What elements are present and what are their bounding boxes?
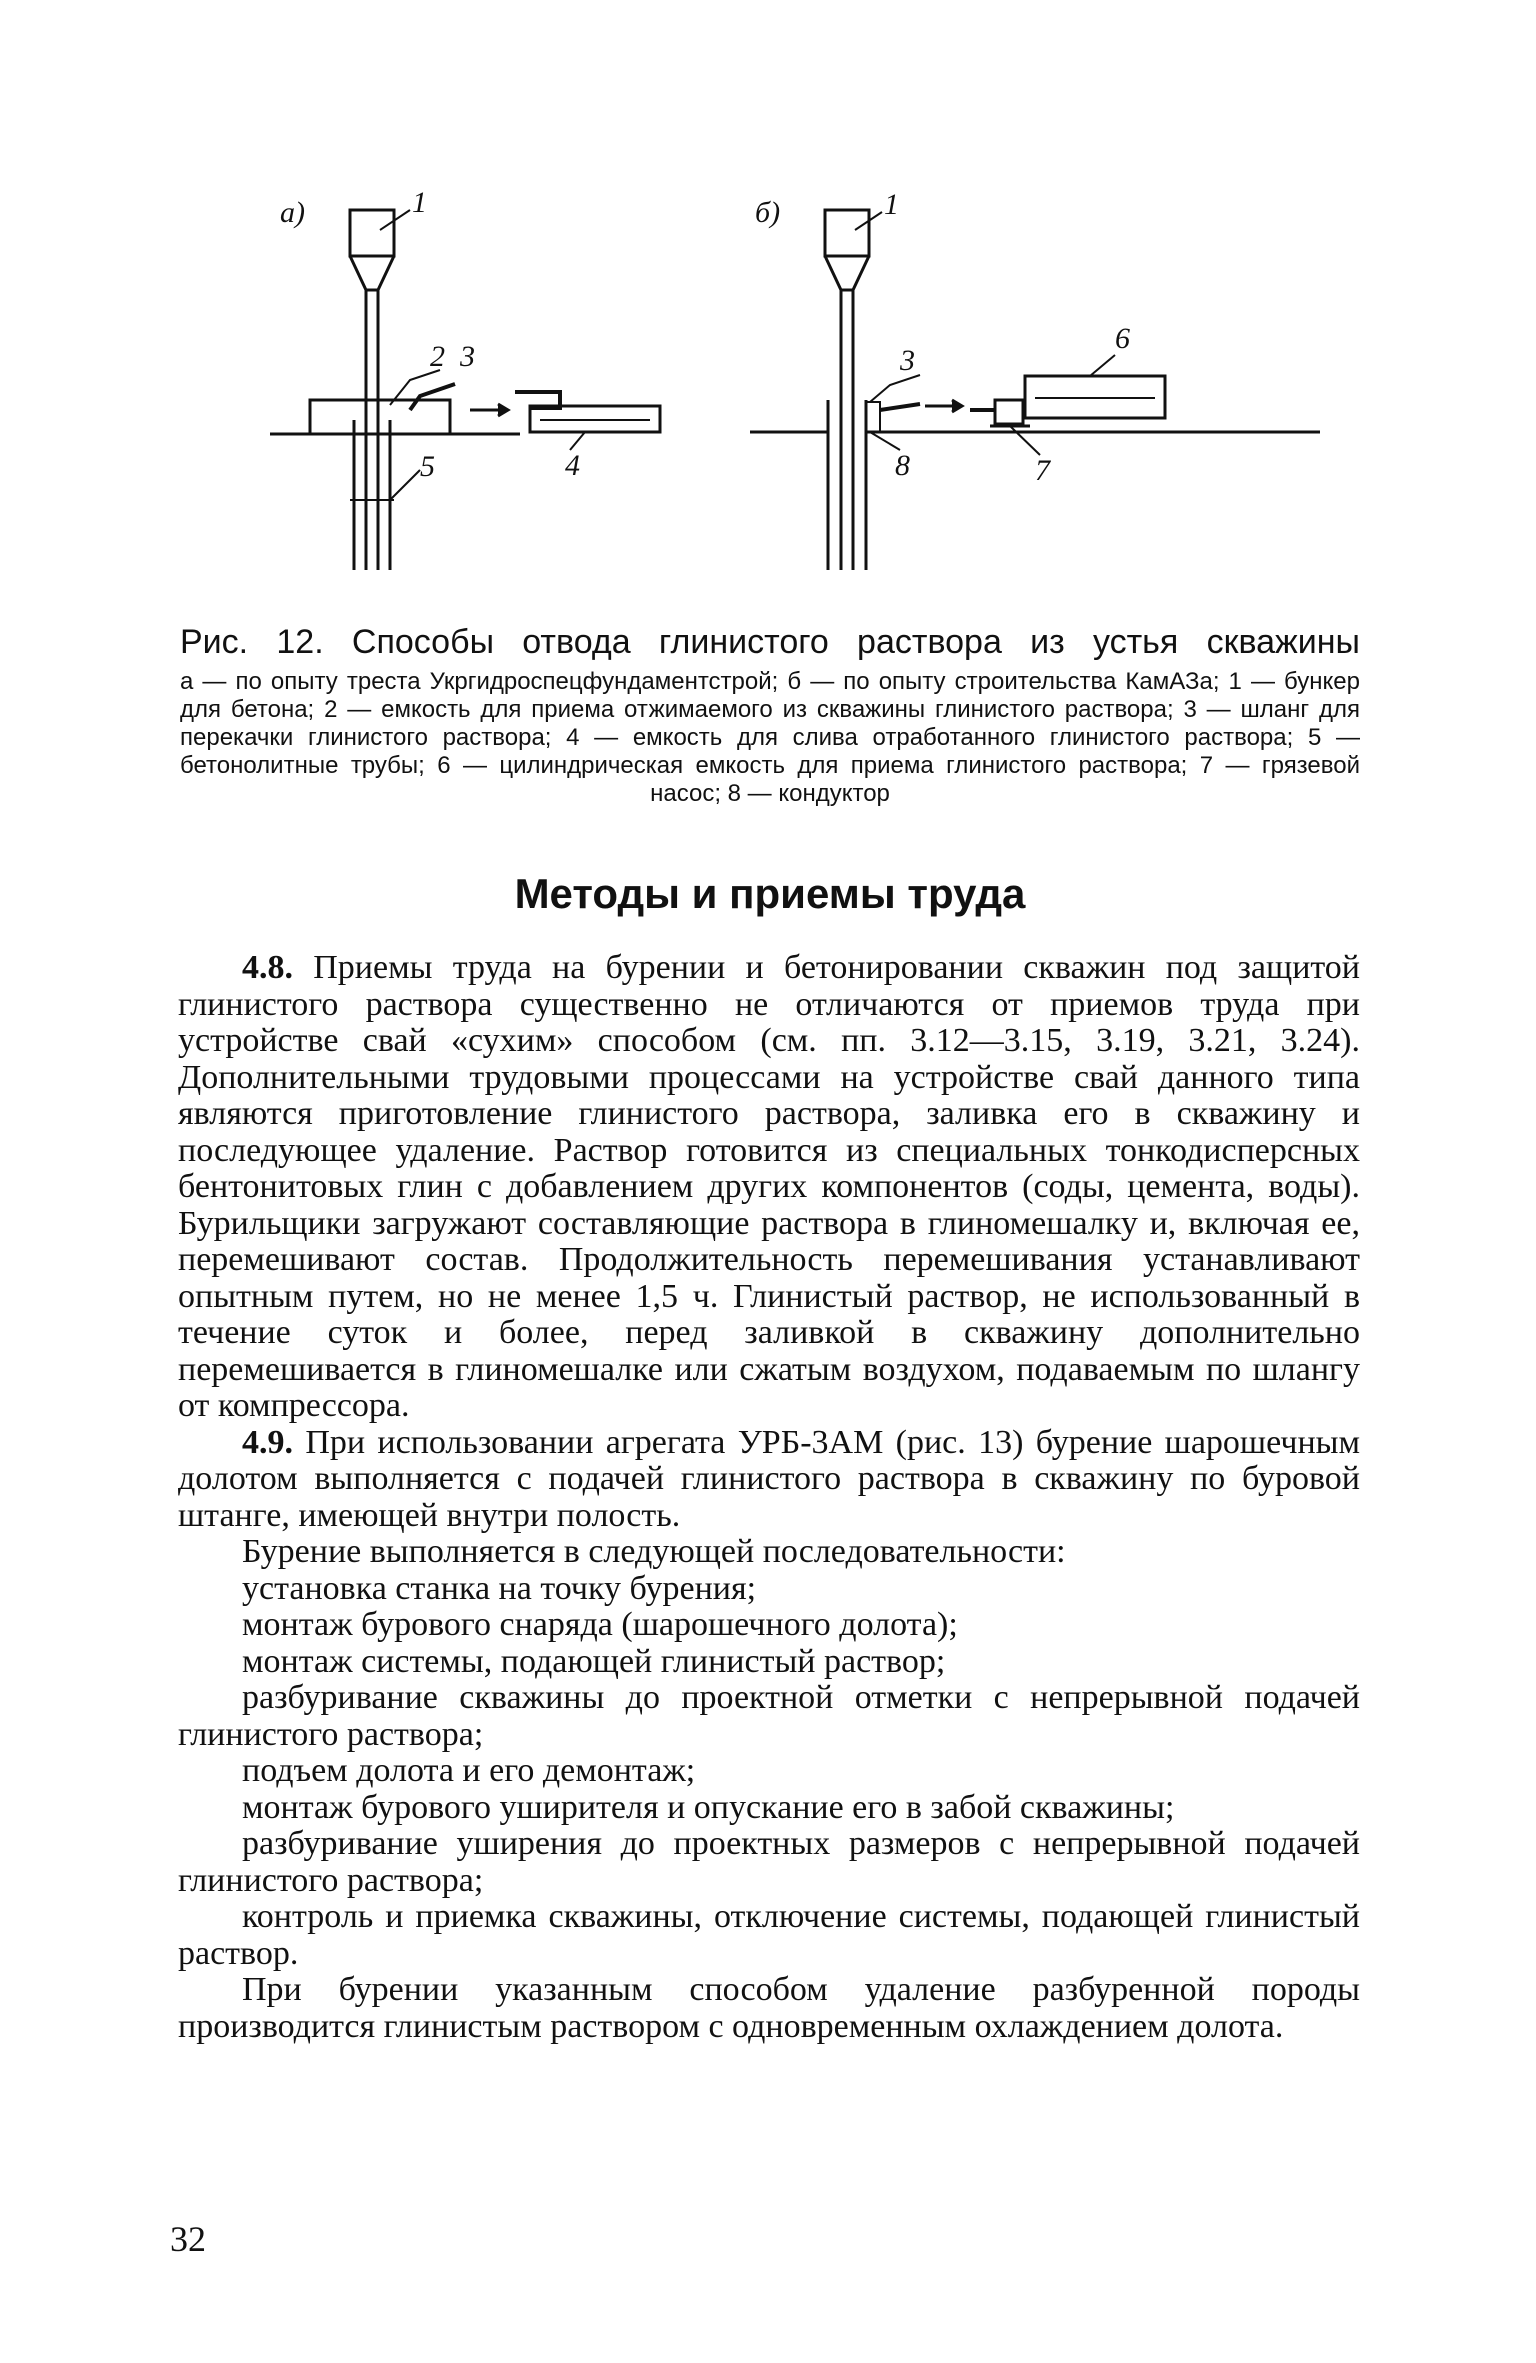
- callout-b-3: 3: [900, 344, 915, 377]
- list-item: разбуривание уширения до проектных размеров с непрерывной подачей глинистого раствора;: [178, 1825, 1360, 1899]
- list-item: установка станка на точку бурения;: [242, 1569, 757, 1607]
- paragraph-number: 4.8.: [242, 949, 293, 986]
- hopper-b-cone: [825, 256, 869, 290]
- callout-a-4: 4: [565, 449, 580, 482]
- callout-b-7: 7: [1035, 454, 1050, 487]
- list-item: разбуривание скважины до проектной отметки с непрерывной подачей глинистого раствора;: [178, 1679, 1360, 1753]
- callout-a-2: 2: [430, 340, 445, 373]
- list-item: монтаж бурового снаряда (шарошечного долота);: [242, 1606, 958, 1643]
- callout-b-1: 1: [884, 188, 899, 221]
- paragraph-4-8: [178, 950, 1360, 1425]
- panel-a: [270, 186, 660, 570]
- hopper-b: [825, 210, 869, 256]
- hopper-a-cone: [350, 256, 394, 290]
- figure-12-drawing: [270, 170, 1350, 590]
- caption-legend: а — по опыту треста Укргидроспецфундаментстрой; б — по опыту строительства КамАЗа; 1 — бункер для бетона; 2 — емкость для приема отжимаемого из скважины глинистого раствора; 3 — шланг для перекачки глинистого раствора; 4 — емкость для слива отработанного глинистого раствора; 5 — бетонолитные трубы; 6 — цилиндрическая емкость для приема глинистого раствора; 7 — грязевой насос; 8 — кондуктор: [180, 668, 1360, 807]
- container-a-2: [310, 400, 450, 434]
- panel-b-label: б): [755, 196, 781, 229]
- panel-b: [750, 188, 1320, 570]
- paragraph-4-9: [178, 1425, 1360, 1535]
- callout-a-3: 3: [460, 340, 475, 373]
- page-number: 32: [170, 2219, 206, 2259]
- paragraph-number: 4.9.: [242, 1423, 293, 1461]
- panel-a-label: а): [280, 196, 305, 229]
- hopper-a: [350, 210, 394, 256]
- paragraph-text: При использовании агрегата УРБ-3АМ (рис. 13) бурение шарошечным долотом выполняется с подачей глинистого раствора в скважину по буровой штанге, имеющей внутри полость.: [178, 1423, 1360, 1534]
- body-text: [178, 950, 1360, 2045]
- paragraph-text: Приемы труда на бурении и бетонировании скважин под защитой глинистого раствора существенно не отличаются от приемов труда при устройстве свай «сухим» способом (см. пп. 3.12—3.15, 3.19, 3.21, 3.24). Дополнительными трудовыми процессами на устройстве свай данного типа являются приготовление глинистого раствора, заливка его в скважину и последующее удаление. Раствор готовится из специальных тонкодисперсных бентонитовых глин с добавлением других компонентов (соды, цемента, воды). Бурильщики загружают составляющие раствора в глиномешалку и, включая ее, перемешивают состав. Продолжительность перемешивания устанавливают опытным путем, но не менее 1,5 ч. Глинистый раствор, не использованный в течение суток и более, перед заливкой в скважину дополнительно перемешивается в глиномешалке или сжатым воздухом, подаваемым по шлангу от компрессора.: [178, 949, 1360, 1424]
- callout-b-8: 8: [895, 449, 910, 482]
- list-item: монтаж системы, подающей глинистый раствор;: [242, 1642, 946, 1680]
- list-item: подъем долота и его демонтаж;: [242, 1752, 696, 1789]
- callout-a-1: 1: [412, 186, 427, 219]
- section-heading: Методы и приемы труда: [514, 870, 1026, 917]
- callout-a-5: 5: [420, 450, 435, 483]
- figure-12: [270, 170, 1350, 590]
- closing-paragraph: При бурении указанным способом удаление разбуренной породы производится глинистым раствором с одновременным охлаждением долота.: [178, 1971, 1360, 2045]
- sequence-intro: Бурение выполняется в следующей последовательности:: [242, 1533, 1066, 1570]
- figure-caption: [180, 620, 1360, 808]
- list-item: монтаж бурового уширителя и опускание его в забой скважины;: [242, 1788, 1175, 1826]
- list-item: контроль и приемка скважины, отключение системы, подающей глинистый раствор.: [178, 1898, 1360, 1972]
- pump-b-7: [995, 400, 1023, 424]
- callout-b-6: 6: [1115, 322, 1130, 355]
- caption-title: Рис. 12. Способы отвода глинистого раствора из устья скважины: [180, 623, 1360, 661]
